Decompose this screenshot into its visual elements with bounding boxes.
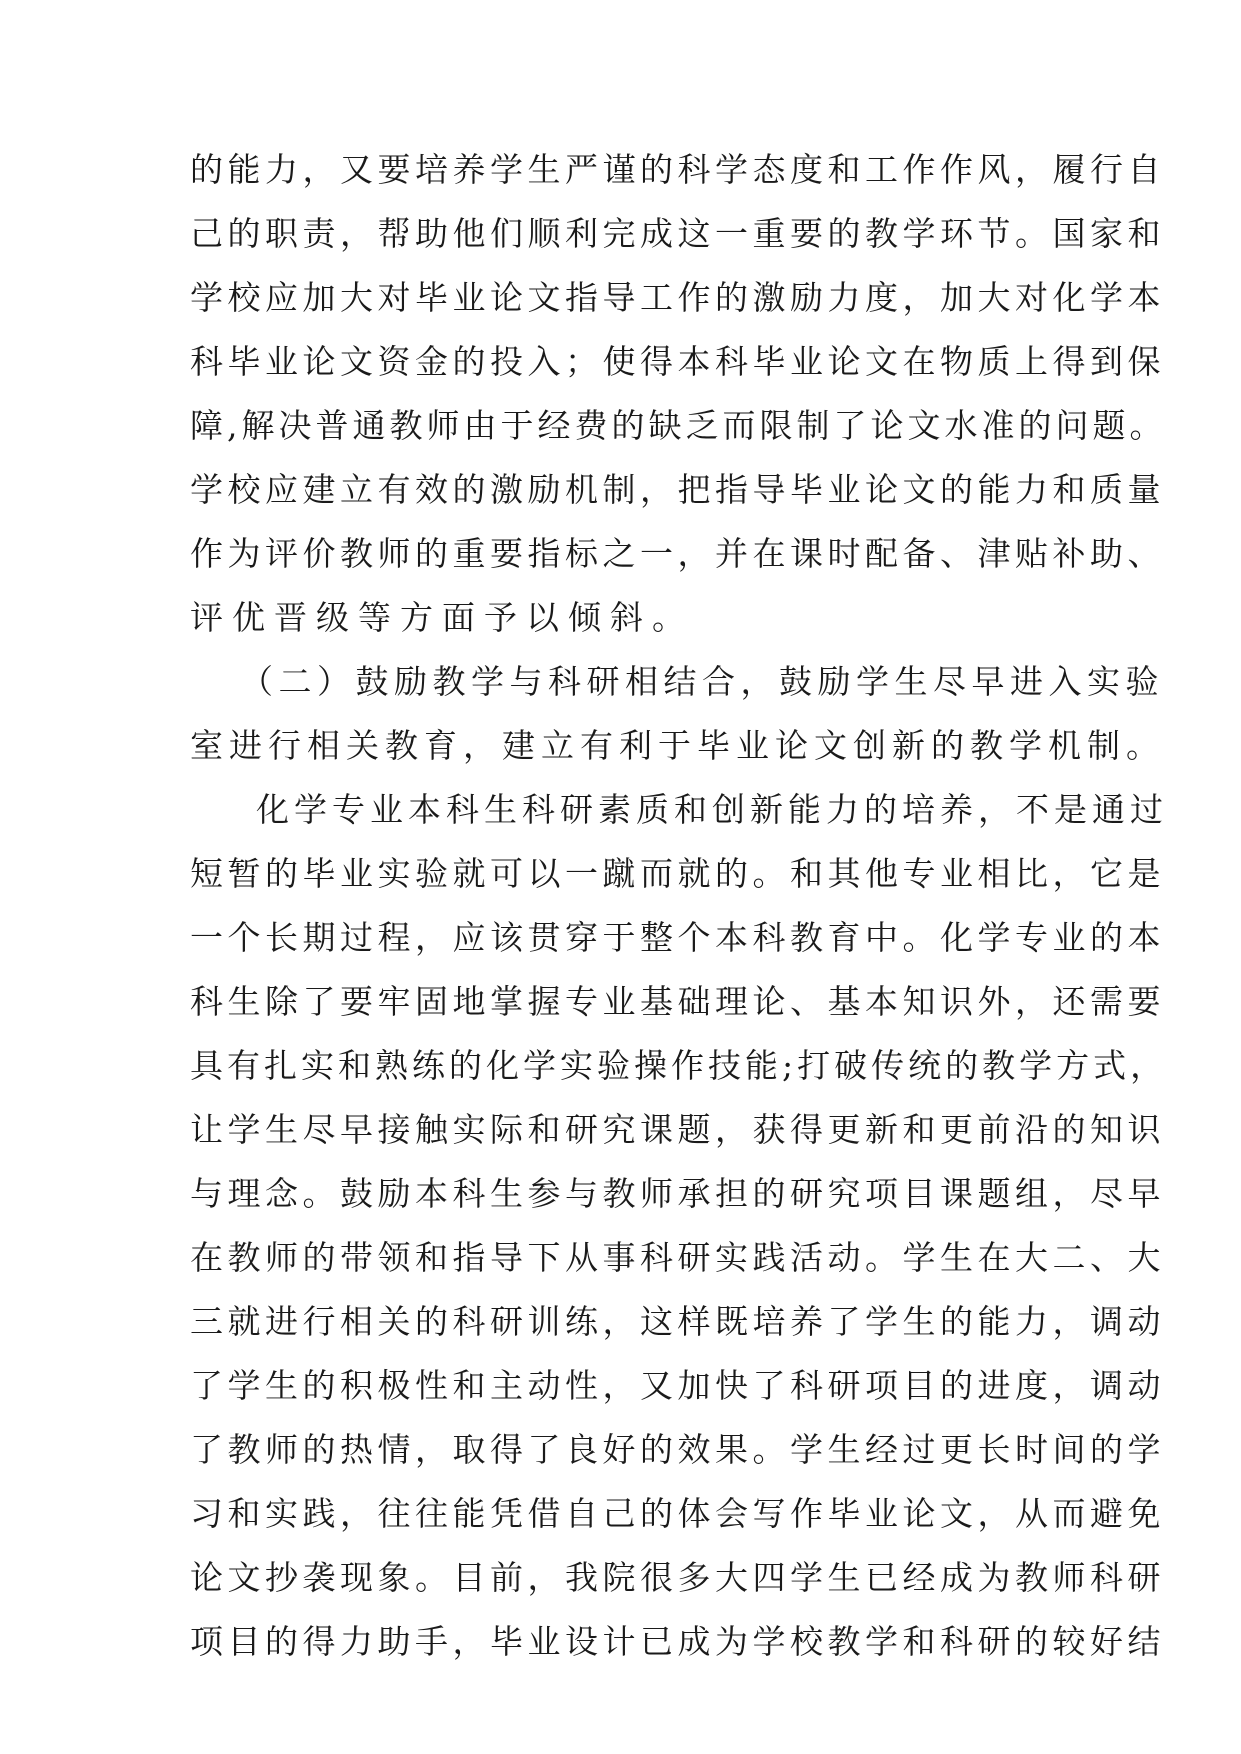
text-line: 三就进行相关的科研训练，这样既培养了学生的能力，调动 bbox=[190, 1302, 1165, 1341]
section-heading-line: （二）鼓励教学与科研相结合，鼓励学生尽早进入实验 bbox=[240, 662, 1164, 701]
text-line: 科生除了要牢固地掌握专业基础理论、基本知识外，还需要 bbox=[190, 982, 1165, 1021]
text-line: 在教师的带领和指导下从事科研实践活动。学生在大二、大 bbox=[190, 1238, 1165, 1277]
text-line: 了教师的热情，取得了良好的效果。学生经过更长时间的学 bbox=[190, 1430, 1165, 1469]
text-line: 障,解决普通教师由于经费的缺乏而限制了论文水准的问题。 bbox=[190, 406, 1167, 445]
text-line: 的能力，又要培养学生严谨的科学态度和工作作风，履行自 bbox=[190, 150, 1165, 189]
text-line: 学校应加大对毕业论文指导工作的激励力度，加大对化学本 bbox=[190, 278, 1165, 317]
text-line: 让学生尽早接触实际和研究课题，获得更新和更前沿的知识 bbox=[190, 1110, 1165, 1149]
text-line: 具有扎实和熟练的化学实验操作技能;打破传统的教学方式， bbox=[190, 1046, 1168, 1085]
text-line: 项目的得力助手，毕业设计已成为学校教学和科研的较好结 bbox=[190, 1622, 1165, 1661]
text-line: 己的职责，帮助他们顺利完成这一重要的教学环节。国家和 bbox=[190, 214, 1165, 253]
text-line: 短暂的毕业实验就可以一蹴而就的。和其他专业相比，它是 bbox=[190, 854, 1165, 893]
text-line: 论文抄袭现象。目前，我院很多大四学生已经成为教师科研 bbox=[190, 1558, 1165, 1597]
text-line: 了学生的积极性和主动性，又加快了科研项目的进度，调动 bbox=[190, 1366, 1165, 1405]
text-line: 科毕业论文资金的投入；使得本科毕业论文在物质上得到保 bbox=[190, 342, 1165, 381]
section-heading-line: 室进行相关教育，建立有利于毕业论文创新的教学机制。 bbox=[190, 726, 1165, 765]
text-line: 与理念。鼓励本科生参与教师承担的研究项目课题组，尽早 bbox=[190, 1174, 1165, 1213]
text-line: 习和实践，往往能凭借自己的体会写作毕业论文，从而避免 bbox=[190, 1494, 1165, 1533]
text-line: 学校应建立有效的激励机制，把指导毕业论文的能力和质量 bbox=[190, 470, 1165, 509]
text-line: 一个长期过程，应该贯穿于整个本科教育中。化学专业的本 bbox=[190, 918, 1165, 957]
text-line: 评优晋级等方面予以倾斜。 bbox=[190, 598, 694, 637]
text-line: 作为评价教师的重要指标之一，并在课时配备、津贴补助、 bbox=[190, 534, 1165, 573]
paragraph-first-line: 化学专业本科生科研素质和创新能力的培养，不是通过 bbox=[256, 790, 1168, 829]
